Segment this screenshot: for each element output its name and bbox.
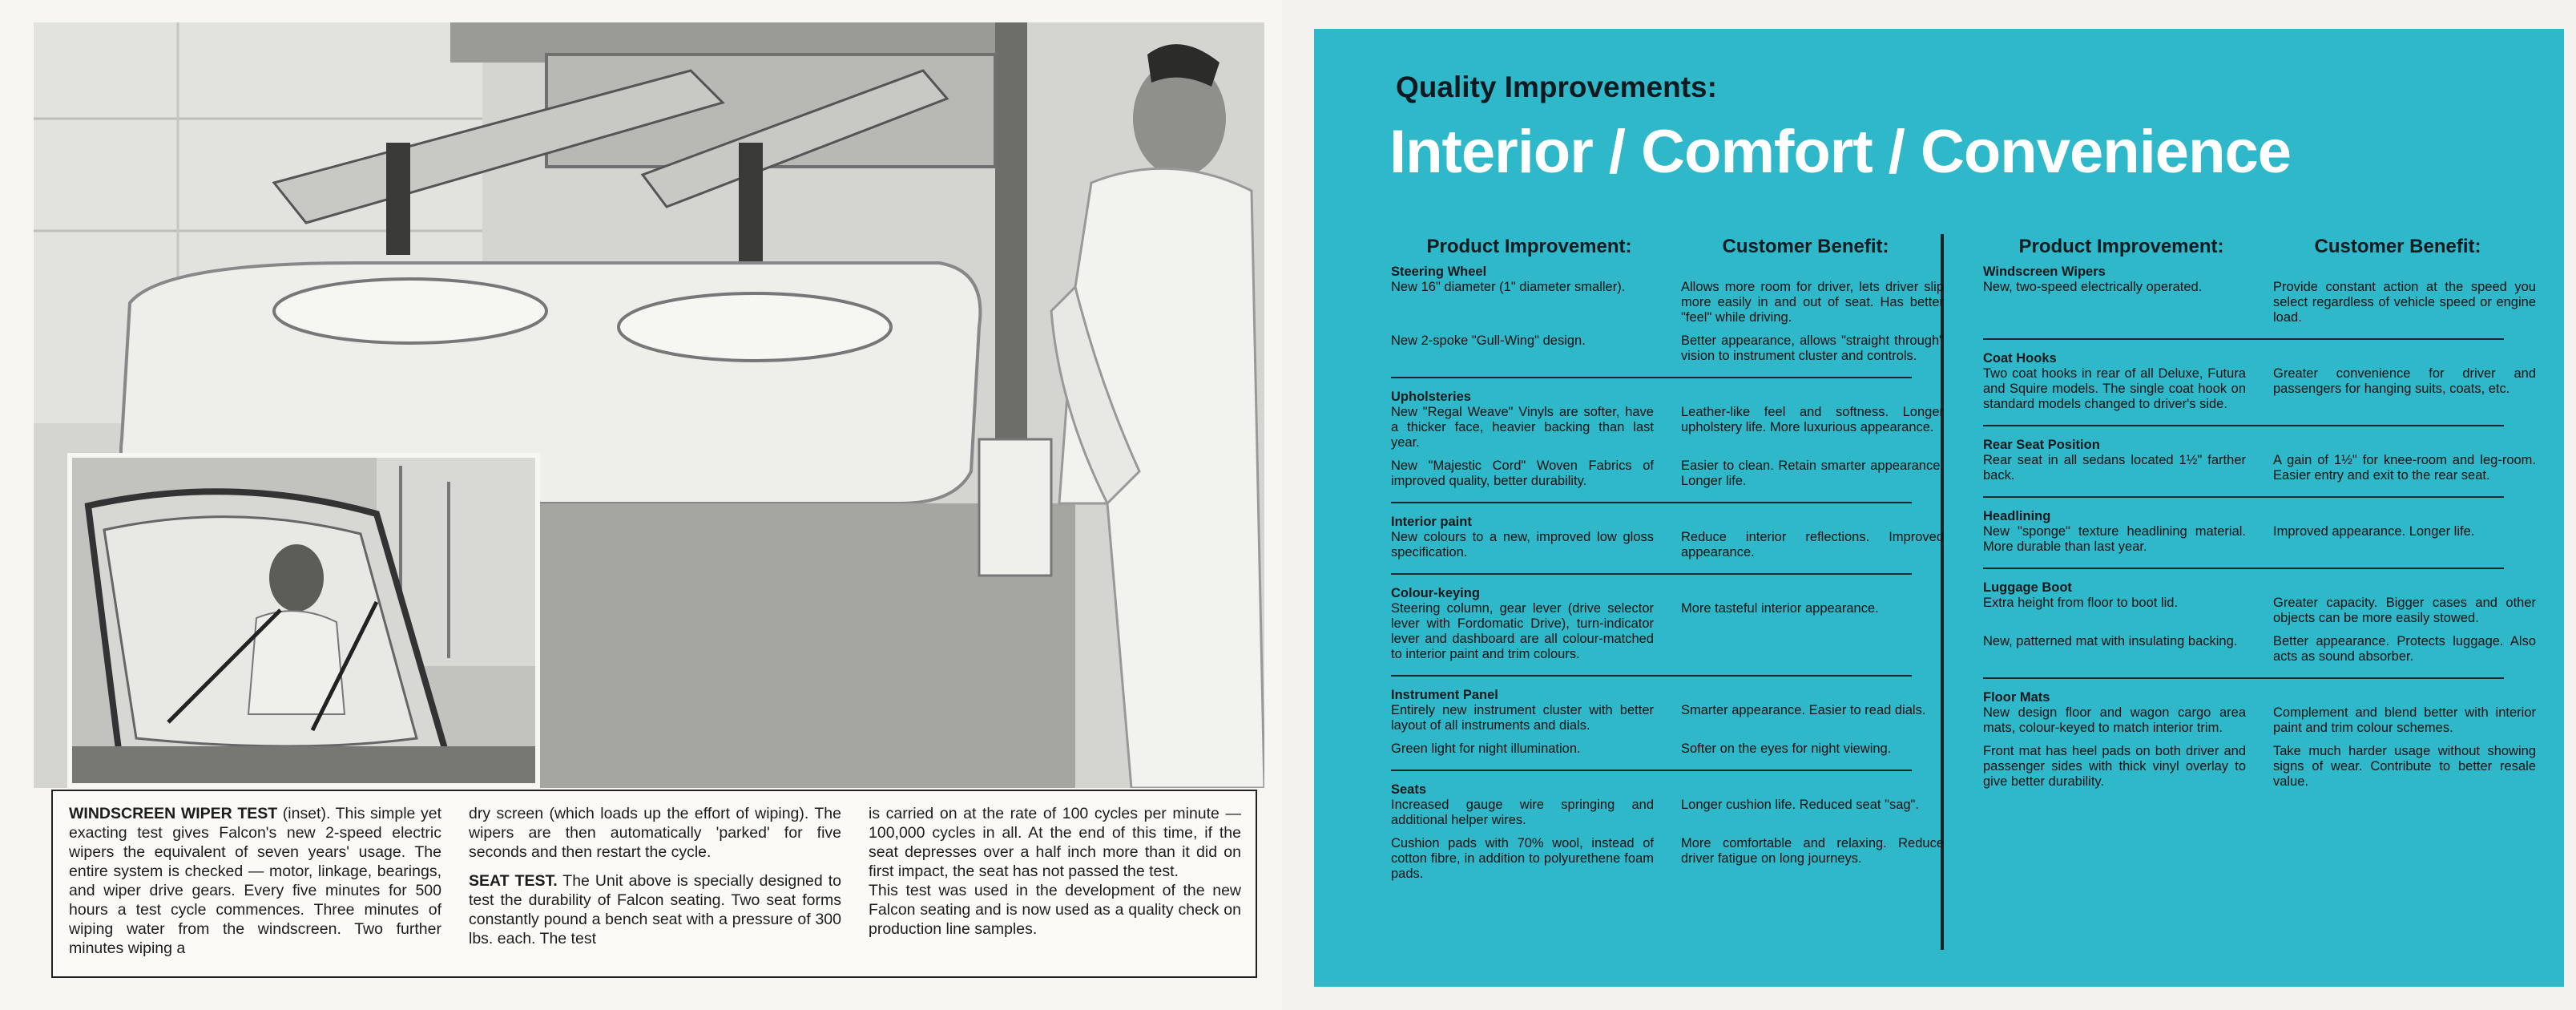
row-gap bbox=[1391, 450, 1944, 459]
right-entries bbox=[1983, 265, 2536, 790]
customer-benefit-text: Greater capacity. Bigger cases and other objects can be more easily stowed. bbox=[2273, 596, 2536, 625]
product-improvement-text: Green light for night illumination. bbox=[1391, 741, 1581, 756]
row-gap bbox=[1983, 736, 2536, 744]
product-improvement-text: New 2-spoke "Gull-Wing" design. bbox=[1391, 333, 1586, 348]
customer-benefit-text: Softer on the eyes for night viewing. bbox=[1681, 741, 1892, 756]
customer-benefit-header: Customer Benefit: bbox=[2314, 236, 2481, 257]
entry-divider bbox=[1391, 675, 1912, 677]
entry-row bbox=[1391, 798, 1944, 828]
customer-benefit-text: Easier to clean. Retain smarter appearance. Longer life. bbox=[1681, 459, 1944, 488]
entry-divider bbox=[1983, 425, 2504, 426]
entry-row bbox=[1391, 280, 1944, 325]
product-improvement-text: New, two-speed electrically operated. bbox=[1983, 280, 2203, 294]
entry-row bbox=[1391, 333, 1944, 364]
product-improvement-header: Product Improvement: bbox=[2018, 236, 2224, 257]
improvements-table-right bbox=[1983, 229, 2536, 790]
entry-row bbox=[1983, 453, 2536, 483]
entry-row bbox=[1391, 703, 1944, 733]
entry-title: Coat Hooks bbox=[1983, 351, 2057, 366]
entry-divider bbox=[1983, 496, 2504, 498]
customer-benefit-text: Longer cushion life. Reduced seat "sag". bbox=[1681, 798, 1919, 812]
improvement-entry bbox=[1391, 586, 1944, 677]
product-improvement-header: Product Improvement: bbox=[1426, 236, 1632, 257]
wiper-test-illustration bbox=[72, 458, 540, 788]
wiper-test-text-continued: dry screen (which loads up the effort of wiping). The wipers are then automatically 'parked' for five seconds and then restart the cycle. bbox=[469, 805, 841, 861]
improvement-entry bbox=[1391, 515, 1944, 575]
entry-title: Luggage Boot bbox=[1983, 580, 2072, 595]
improvement-entry bbox=[1983, 580, 2536, 679]
customer-benefit-text: Better appearance. Protects luggage. Also acts as sound absorber. bbox=[2273, 634, 2536, 664]
customer-benefit-text: Improved appearance. Longer life. bbox=[2273, 524, 2475, 539]
entry-title: Floor Mats bbox=[1983, 690, 2050, 705]
page-title: Interior / Comfort / Convenience bbox=[1389, 118, 2292, 186]
product-improvement-text: Cushion pads with 70% wool, instead of cotton fibre, in addition to polyurethene foam pads. bbox=[1391, 836, 1654, 881]
entry-row bbox=[1983, 280, 2536, 325]
entry-row bbox=[1983, 524, 2536, 555]
customer-benefit-text: A gain of 1½" for knee-room and leg-room. Easier entry and exit to the rear seat. bbox=[2273, 453, 2536, 483]
customer-benefit-text: Greater convenience for driver and passengers for hanging suits, coats, etc. bbox=[2273, 366, 2536, 396]
entry-divider bbox=[1983, 677, 2504, 679]
product-improvement-text: New "sponge" texture headlining material. More durable than last year. bbox=[1983, 524, 2246, 554]
entry-title: Interior paint bbox=[1391, 515, 1472, 529]
table-header bbox=[1983, 229, 2536, 265]
product-improvement-text: Extra height from floor to boot lid. bbox=[1983, 596, 2179, 610]
seat-test-text-continued: is carried on at the rate of 100 cycles per minute — 100,000 cycles in all. At the end of this time, if the seat depresses over a half inch more than it did on first impact, the seat has not passed the test. bbox=[869, 805, 1241, 880]
customer-benefit-header: Customer Benefit: bbox=[1722, 236, 1889, 257]
improvement-entry bbox=[1983, 351, 2536, 426]
improvement-entry bbox=[1983, 509, 2536, 569]
product-improvement-text: Front mat has heel pads on both driver and passenger sides with thick vinyl overlay to give better durability. bbox=[1983, 744, 2246, 789]
entry-row bbox=[1983, 366, 2536, 412]
customer-benefit-text: Take much harder usage without showing signs of wear. Contribute to better resale value. bbox=[2273, 744, 2536, 789]
improvement-entry bbox=[1391, 782, 1944, 882]
customer-benefit-text: More comfortable and relaxing. Reduce driver fatigue on long journeys. bbox=[1681, 836, 1944, 866]
customer-benefit-text: Smarter appearance. Easier to read dials. bbox=[1681, 703, 1926, 717]
entry-row bbox=[1391, 405, 1944, 450]
windscreen-wiper-test-inset-photo bbox=[67, 453, 540, 788]
seat-test-usage-text: This test was used in the development of the new Falcon seating and is now used as a quality check on production line samples. bbox=[869, 882, 1241, 938]
customer-benefit-text: Leather-like feel and softness. Longer upholstery life. More luxurious appearance. bbox=[1681, 405, 1944, 434]
seat-test-text: The Unit above is specially designed to test the durability of Falcon seating. Two seat forms constantly pound a bench seat with a pressure of 300 lbs. each. The test bbox=[469, 872, 841, 947]
customer-benefit-text: Provide constant action at the speed you select regardless of vehicle speed or engine load. bbox=[2273, 280, 2536, 325]
left-entries bbox=[1391, 265, 1944, 882]
product-improvement-text: Steering column, gear lever (drive selector lever with Fordomatic Drive), turn-indicator lever and dashboard are all colour-matched to interior paint and trim colours. bbox=[1391, 601, 1654, 661]
entry-divider bbox=[1983, 568, 2504, 569]
entry-divider bbox=[1391, 573, 1912, 575]
entry-row bbox=[1983, 634, 2536, 665]
entry-title: Rear Seat Position bbox=[1983, 438, 2100, 452]
product-improvement-text: New, patterned mat with insulating backing. bbox=[1983, 634, 2238, 648]
entry-row bbox=[1983, 705, 2536, 736]
product-improvement-text: New design floor and wagon cargo area mats, colour-keyed to match interior trim. bbox=[1983, 705, 2246, 735]
left-page bbox=[0, 0, 1282, 1010]
entry-divider bbox=[1391, 502, 1912, 503]
caption-column-1 bbox=[69, 804, 441, 967]
customer-benefit-text: More tasteful interior appearance. bbox=[1681, 601, 1879, 616]
photo-caption bbox=[51, 790, 1257, 978]
table-header bbox=[1391, 229, 1944, 265]
section-kicker: Quality Improvements: bbox=[1396, 71, 1717, 103]
caption-column-3 bbox=[869, 804, 1241, 967]
improvement-entry bbox=[1983, 690, 2536, 790]
seat-test-title: SEAT TEST. bbox=[469, 872, 558, 890]
entry-row bbox=[1391, 836, 1944, 882]
row-gap bbox=[1391, 325, 1944, 333]
improvement-entry bbox=[1391, 688, 1944, 771]
improvements-table-left bbox=[1391, 229, 1944, 882]
customer-benefit-text: Reduce interior reflections. Improved appearance. bbox=[1681, 530, 1944, 560]
product-improvement-text: New 16" diameter (1" diameter smaller). bbox=[1391, 280, 1626, 294]
entry-divider bbox=[1391, 377, 1912, 378]
entry-title: Steering Wheel bbox=[1391, 265, 1487, 279]
caption-column-2 bbox=[469, 804, 841, 967]
entry-title: Colour-keying bbox=[1391, 586, 1480, 600]
entry-row bbox=[1983, 744, 2536, 790]
improvement-entry bbox=[1983, 438, 2536, 498]
improvement-entry bbox=[1391, 390, 1944, 503]
product-improvement-text: Entirely new instrument cluster with better layout of all instruments and dials. bbox=[1391, 703, 1654, 733]
row-gap bbox=[1391, 828, 1944, 836]
product-improvement-text: Two coat hooks in rear of all Deluxe, Futura and Squire models. The single coat hook on standard models changed to driver's side. bbox=[1983, 366, 2246, 411]
wiper-test-title: WINDSCREEN WIPER TEST bbox=[69, 805, 278, 822]
row-gap bbox=[1391, 733, 1944, 741]
customer-benefit-text: Better appearance, allows "straight through" vision to instrument cluster and controls. bbox=[1681, 333, 1944, 363]
improvement-entry bbox=[1983, 265, 2536, 340]
entry-row bbox=[1983, 596, 2536, 626]
entry-row bbox=[1391, 741, 1944, 757]
right-page bbox=[1314, 29, 2564, 987]
entry-row bbox=[1391, 530, 1944, 560]
customer-benefit-text: Allows more room for driver, lets driver slip more easily in and out of seat. Has better "feel" while driving. bbox=[1681, 280, 1944, 325]
improvement-entry bbox=[1391, 265, 1944, 378]
customer-benefit-text: Complement and blend better with interior paint and trim colour schemes. bbox=[2273, 705, 2536, 735]
product-improvement-text: New "Majestic Cord" Woven Fabrics of improved quality, better durability. bbox=[1391, 459, 1654, 488]
entry-title: Instrument Panel bbox=[1391, 688, 1498, 702]
product-improvement-text: New "Regal Weave" Vinyls are softer, have a thicker face, heavier backing than last year. bbox=[1391, 405, 1654, 450]
entry-divider bbox=[1391, 770, 1912, 771]
entry-title: Seats bbox=[1391, 782, 1427, 797]
product-improvement-text: Rear seat in all sedans located 1½" farther back. bbox=[1983, 453, 2246, 483]
product-improvement-text: New colours to a new, improved low gloss specification. bbox=[1391, 530, 1654, 560]
row-gap bbox=[1983, 626, 2536, 634]
wiper-test-text: (inset). This simple yet exacting test gives Falcon's new 2-speed electric wipers the equivalent of seven years' usage. The entire system is checked — motor, linkage, bearings, and wiper drive gears. Every five minutes for 500 hours a test cycle commences. Three minutes of wiping water from the windscreen. Two further minutes wiping a bbox=[69, 805, 441, 957]
entry-divider bbox=[1983, 338, 2504, 340]
entry-title: Windscreen Wipers bbox=[1983, 265, 2106, 279]
product-improvement-text: Increased gauge wire springing and additional helper wires. bbox=[1391, 798, 1654, 827]
entry-title: Upholsteries bbox=[1391, 390, 1471, 404]
entry-row bbox=[1391, 601, 1944, 662]
entry-title: Headlining bbox=[1983, 509, 2051, 523]
entry-row bbox=[1391, 459, 1944, 489]
